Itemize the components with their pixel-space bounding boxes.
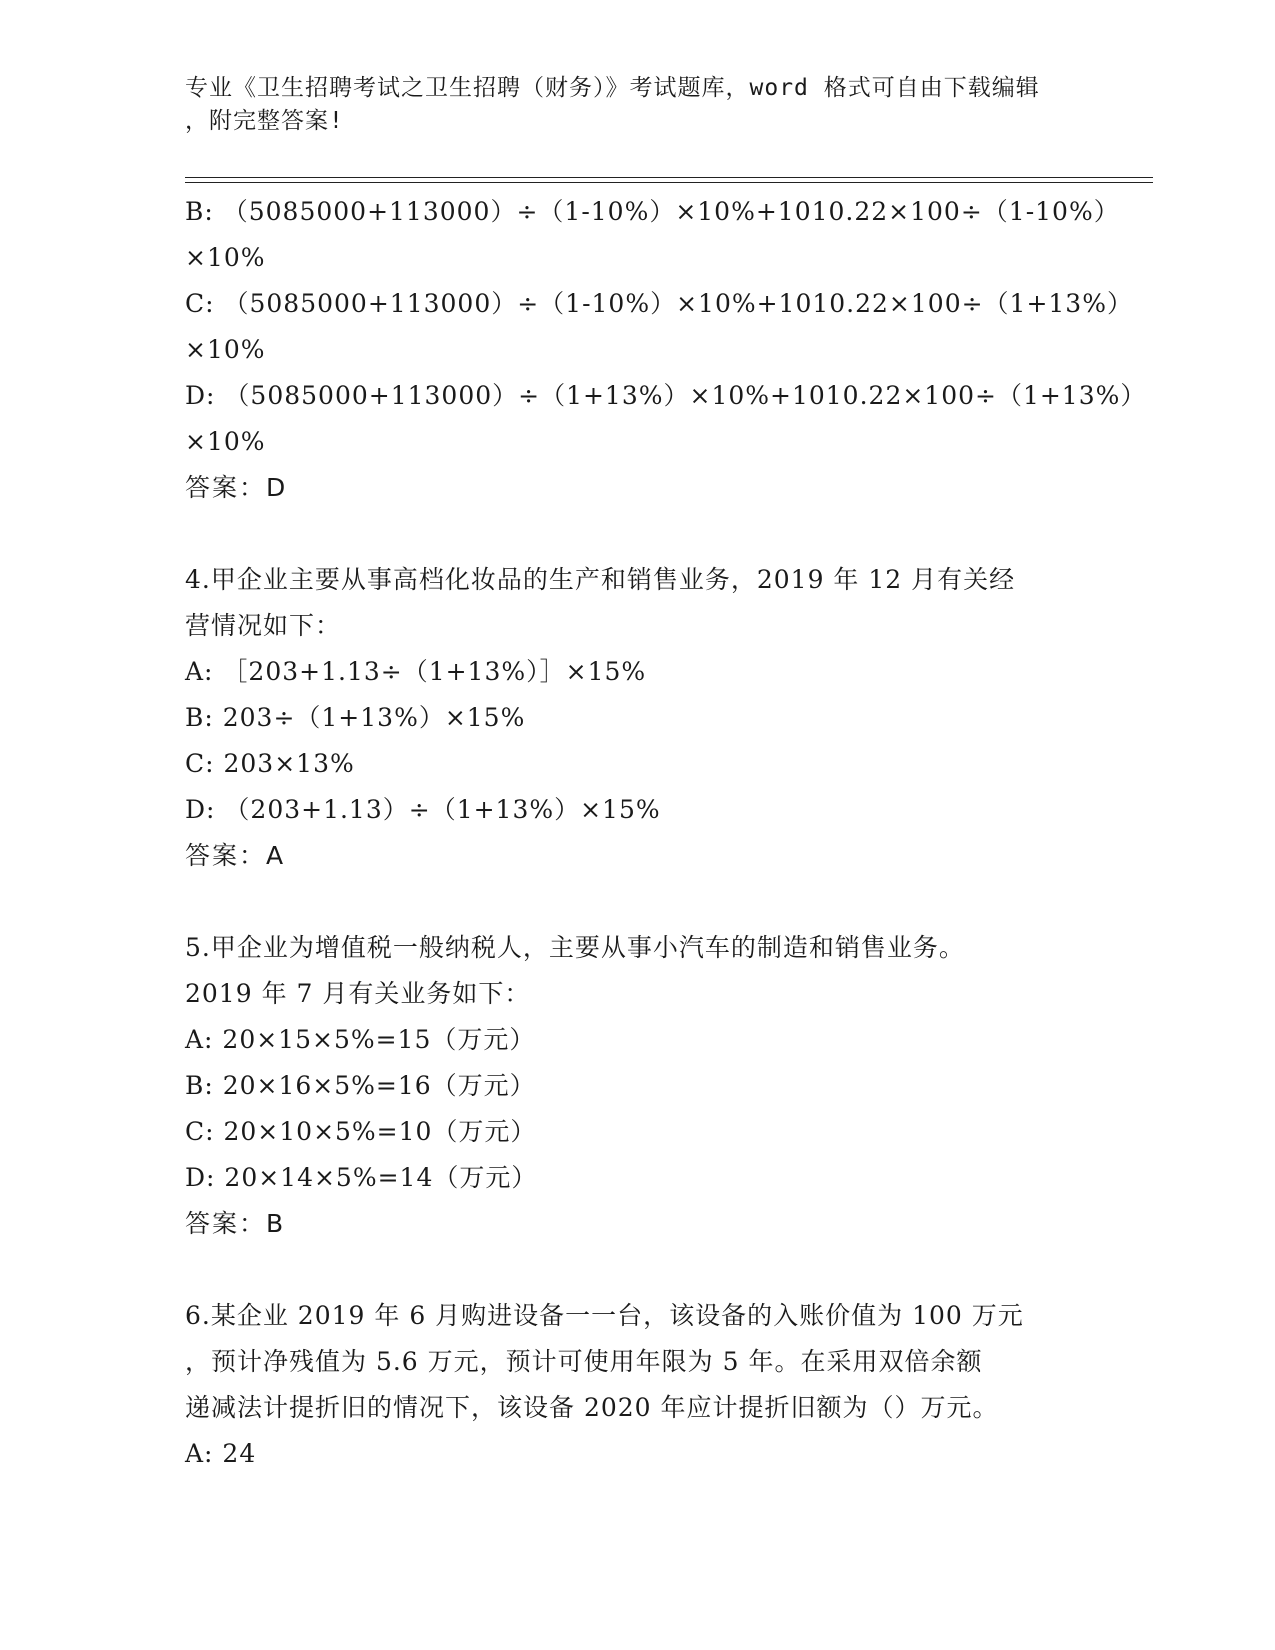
option-b: B: 20×16×5%=16（万元） bbox=[185, 1071, 536, 1100]
option-b-line-2: ×10% bbox=[185, 243, 266, 272]
question-stem-line-2: ，预计净残值为 5.6 万元，预计可使用年限为 5 年。在采用双倍余额 bbox=[185, 1347, 983, 1376]
option-d-line-1: D: （5085000+113000）÷（1+13%）×10%+1010.22×100÷（1+13%） bbox=[185, 381, 1147, 410]
answer-q4: 答案：A bbox=[185, 841, 286, 870]
spacer bbox=[185, 879, 1085, 925]
option-c-line-2: ×10% bbox=[185, 335, 266, 364]
header-line-1: 专业《卫生招聘考试之卫生招聘（财务）》考试题库，word 格式可自由下载编辑 bbox=[185, 75, 1040, 101]
spacer bbox=[185, 1247, 1085, 1293]
header-divider-top bbox=[185, 177, 1153, 178]
option-b-line-1: B: （5085000+113000）÷（1-10%）×10%+1010.22×100÷（1-10%） bbox=[185, 197, 1120, 226]
question-stem-line-3: 递减法计提折旧的情况下，该设备 2020 年应计提折旧额为（）万元。 bbox=[185, 1393, 999, 1422]
question-stem-line-2: 2019 年 7 月有关业务如下： bbox=[185, 979, 531, 1008]
option-a: A: 20×15×5%=15（万元） bbox=[185, 1025, 536, 1054]
question-4 bbox=[185, 557, 1085, 879]
question-5 bbox=[185, 925, 1085, 1247]
answer-q5: 答案：B bbox=[185, 1209, 286, 1238]
document-header bbox=[185, 72, 1085, 138]
header-line-2: ，附完整答案! bbox=[185, 108, 344, 134]
question-stem-line-2: 营情况如下： bbox=[185, 611, 342, 640]
question-3 bbox=[185, 189, 1147, 511]
option-b: B: 203÷（1+13%）×15% bbox=[185, 703, 526, 732]
spacer bbox=[185, 511, 1085, 557]
question-content bbox=[185, 189, 1147, 1477]
option-d: D: （203+1.13）÷（1+13%）×15% bbox=[185, 795, 661, 824]
option-c-line-1: C: （5085000+113000）÷（1-10%）×10%+1010.22×100÷（1+13%） bbox=[185, 289, 1133, 318]
question-stem-line-1: 5.甲企业为增值税一般纳税人，主要从事小汽车的制造和销售业务。 bbox=[185, 933, 965, 962]
option-d: D: 20×14×5%=14（万元） bbox=[185, 1163, 538, 1192]
option-a: A: 24 bbox=[185, 1439, 257, 1468]
question-stem-line-1: 6.某企业 2019 年 6 月购进设备一一台，该设备的入账价值为 100 万元 bbox=[185, 1301, 1024, 1330]
option-c: C: 203×13% bbox=[185, 749, 355, 778]
question-stem-line-1: 4.甲企业主要从事高档化妆品的生产和销售业务，2019 年 12 月有关经 bbox=[185, 565, 1016, 594]
option-d-line-2: ×10% bbox=[185, 427, 266, 456]
option-c: C: 20×10×5%=10（万元） bbox=[185, 1117, 537, 1146]
option-a: A: ［203+1.13÷（1+13%）］×15% bbox=[185, 657, 647, 686]
answer-q3: 答案：D bbox=[185, 473, 288, 502]
question-6 bbox=[185, 1293, 1085, 1477]
header-divider-bottom bbox=[185, 182, 1153, 183]
